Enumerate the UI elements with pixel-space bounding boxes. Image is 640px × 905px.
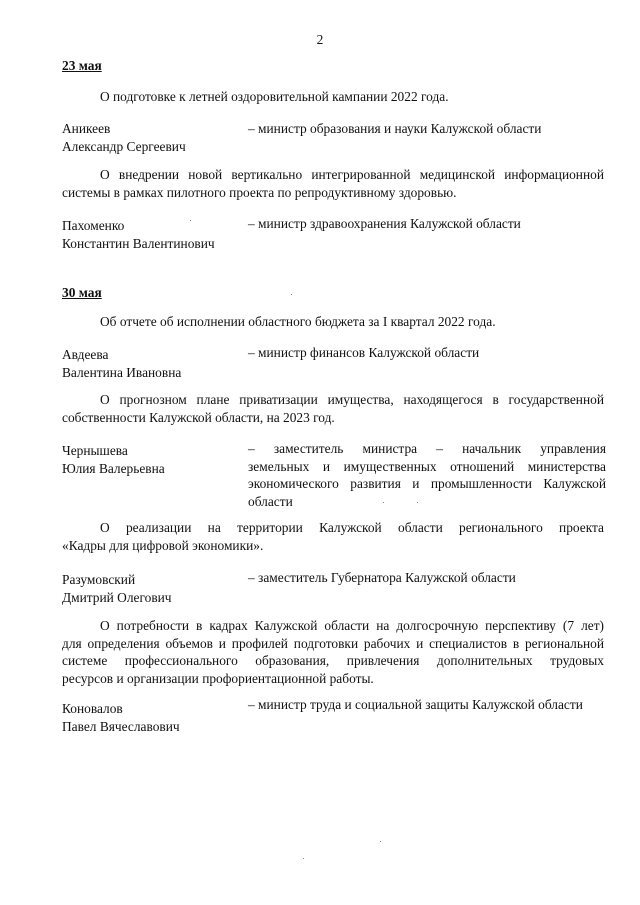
speaker-role: – министр образования и науки Калужской области: [248, 121, 542, 136]
speaker-name: [62, 120, 242, 155]
speaker-surname: Авдеева: [62, 347, 109, 362]
topic-line: О реализации на территории Калужской области регионального проекта: [100, 520, 604, 535]
scan-speck: [303, 858, 304, 859]
role-line: области: [248, 493, 293, 509]
scan-speck: [190, 220, 191, 221]
speaker-surname: Пахоменко: [62, 218, 125, 233]
topic-line: для определения объемов и профилей подготовки рабочих и специалистов в региональной: [62, 635, 604, 651]
speaker-role: – заместитель Губернатора Калужской области: [248, 570, 516, 585]
speaker-role: – министр здравоохранения Калужской области: [248, 216, 521, 231]
topic-line: О прогнозном плане приватизации имущества, находящегося в государственной: [100, 392, 604, 407]
speaker-surname: Разумовский: [62, 572, 136, 587]
section-date: 23 мая: [62, 58, 102, 73]
agenda-topic: [62, 166, 604, 201]
speaker-name: [62, 442, 242, 477]
section-date: 30 мая: [62, 285, 102, 300]
agenda-topic: [62, 617, 604, 687]
speaker-surname: Коновалов: [62, 701, 123, 716]
speaker-name: [62, 217, 242, 252]
agenda-topic: [62, 391, 604, 426]
speaker-name: [62, 346, 242, 381]
speaker-given-names: Александр Сергеевич: [62, 138, 186, 154]
scan-speck: [380, 841, 381, 842]
page-number: 2: [316, 32, 324, 47]
topic-line: «Кадры для цифровой экономики».: [62, 537, 264, 553]
topic-line: ресурсов и организации профориентационной работы.: [62, 670, 374, 686]
scan-speck: [291, 294, 292, 295]
agenda-topic: [62, 519, 604, 554]
role-line: – заместитель министра – начальник управления: [248, 441, 606, 456]
topic-line: системе профессионального образования, привлечения дополнительных трудовых: [62, 653, 604, 668]
topic-line: собственности Калужской области, на 2023 год.: [62, 409, 335, 425]
speaker-name: [62, 700, 242, 735]
scan-speck: [383, 502, 384, 503]
speaker-surname: Аникеев: [62, 121, 111, 136]
speaker-surname: Чернышева: [62, 443, 128, 458]
speaker-role: – министр труда и социальной защиты Калужской области: [248, 697, 583, 712]
speaker-given-names: Дмитрий Олегович: [62, 589, 172, 605]
speaker-role: – министр финансов Калужской области: [248, 345, 480, 360]
speaker-given-names: Валентина Ивановна: [62, 364, 182, 380]
role-line: земельных и имущественных отношений министерства: [248, 458, 606, 474]
role-line: экономического развития и промышленности Калужской: [248, 476, 606, 491]
scan-speck: [417, 502, 418, 503]
speaker-name: [62, 571, 242, 606]
speaker-role: [248, 440, 606, 510]
speaker-given-names: Павел Вячеславович: [62, 718, 180, 734]
topic-line: О потребности в кадрах Калужской области на долгосрочную перспективу (7 лет): [100, 618, 604, 633]
speaker-given-names: Константин Валентинович: [62, 235, 215, 251]
speaker-given-names: Юлия Валерьевна: [62, 460, 165, 476]
agenda-topic: Об отчете об исполнении областного бюджета за I квартал 2022 года.: [100, 314, 496, 329]
agenda-topic: О подготовке к летней оздоровительной кампании 2022 года.: [100, 89, 449, 104]
topic-line: системы в рамках пилотного проекта по репродуктивному здоровью.: [62, 184, 457, 200]
topic-line: О внедрении новой вертикально интегрированной медицинской информационной: [100, 167, 604, 182]
